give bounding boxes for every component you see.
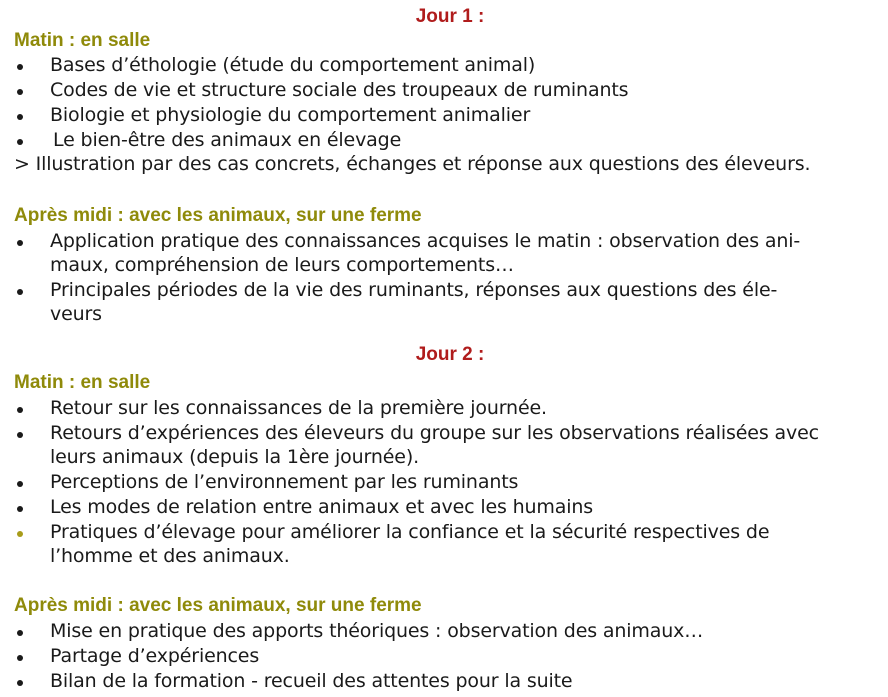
bullet: [14, 421, 48, 445]
bullet: [14, 229, 48, 253]
day2-afternoon-heading: Après midi : avec les animaux, sur une ferme: [14, 595, 422, 616]
day1-morning-heading: Matin : en salle: [14, 30, 151, 51]
bullet: [14, 470, 48, 494]
list-item: Bases d’éthologie (étude du comportement animal): [50, 54, 536, 76]
bullet: [14, 128, 48, 152]
bullet: [14, 78, 48, 102]
day1-title: Jour 1 :: [415, 6, 485, 27]
list-item: Mise en pratique des apports théoriques : observation des animaux…: [50, 620, 704, 642]
bullet: [14, 495, 48, 519]
morning-note: > Illustration par des cas concrets, échanges et réponse aux questions des éleveurs.: [14, 153, 811, 175]
bullet: [14, 619, 48, 643]
list-item: Retours d’expériences des éleveurs du groupe sur les observations réalisées avec: [50, 422, 819, 444]
bullet: [14, 520, 48, 544]
list-item: Codes de vie et structure sociale des troupeaux de ruminants: [50, 79, 629, 101]
list-item: Application pratique des connaissances acquises le matin : observation des ani-: [50, 230, 801, 252]
bullet: [14, 644, 48, 668]
bullet: [14, 103, 48, 127]
list-item-continuation: maux, compréhension de leurs comportements…: [50, 254, 514, 276]
bullet: [14, 53, 48, 77]
list-item: Principales périodes de la vie des ruminants, réponses aux questions des éle-: [50, 279, 778, 301]
bullet: [14, 396, 48, 420]
list-item-continuation: leurs animaux (depuis la 1ère journée).: [50, 446, 419, 468]
day2-title: Jour 2 :: [415, 344, 485, 365]
list-item: Perceptions de l’environnement par les ruminants: [50, 471, 519, 493]
list-item: Le bien-être des animaux en élevage: [53, 129, 402, 151]
bullet: [14, 278, 48, 302]
list-item: Biologie et physiologie du comportement animalier: [50, 104, 531, 126]
list-item-continuation: veurs: [50, 303, 102, 325]
list-item-continuation: l’homme et des animaux.: [50, 545, 290, 567]
list-item: Retour sur les connaissances de la première journée.: [50, 397, 547, 419]
bullet: [14, 669, 48, 693]
list-item: Partage d’expériences: [50, 645, 260, 667]
list-item: Bilan de la formation - recueil des attentes pour la suite: [50, 670, 573, 692]
list-item: Pratiques d’élevage pour améliorer la confiance et la sécurité respectives de: [50, 521, 770, 543]
day1-afternoon-heading: Après midi : avec les animaux, sur une ferme: [14, 205, 422, 226]
day2-morning-heading: Matin : en salle: [14, 372, 151, 393]
list-item: Les modes de relation entre animaux et avec les humains: [50, 496, 594, 518]
